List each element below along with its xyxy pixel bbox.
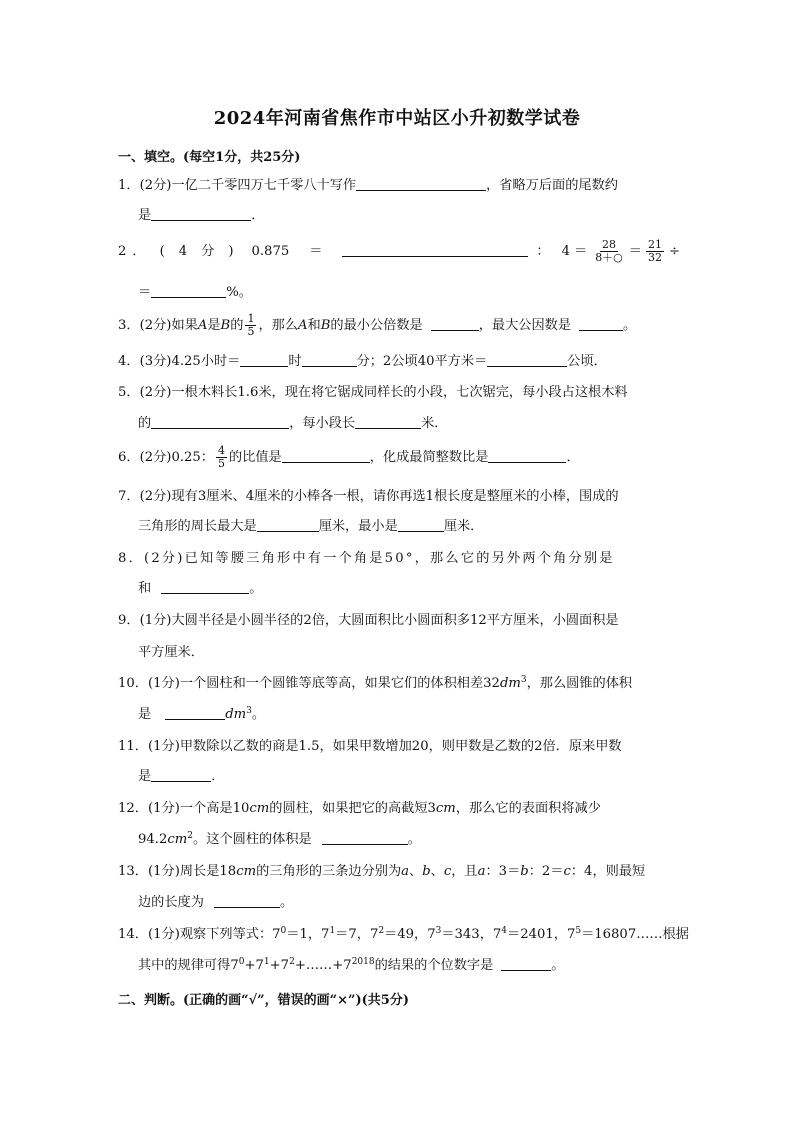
- answer-blank[interactable]: [240, 352, 288, 367]
- question-7-line-2: 三角形的周长最大是 厘米，最小是 厘米．: [138, 519, 484, 534]
- answer-blank[interactable]: [488, 448, 566, 463]
- fraction: $\frac{1}{5}$: [247, 312, 255, 338]
- question-1-line-2: 是 ．: [138, 208, 265, 223]
- answer-blank[interactable]: [398, 517, 444, 532]
- answer-blank[interactable]: [579, 316, 623, 331]
- fraction: $\frac{21}{32}$: [647, 238, 662, 264]
- fraction: $\frac{4}{5}$: [218, 444, 225, 470]
- answer-blank[interactable]: [151, 767, 211, 782]
- question-3: 3．(2分)如果A是B的 $\frac{1}{5}$ ，那么A和B的最小公倍数是 ，最大公因数是 。: [118, 312, 637, 338]
- question-8-line-2: 和 。: [138, 581, 263, 596]
- question-9-line-2: 平方厘米．: [138, 645, 204, 660]
- question-5-line-1: 5．(2分)一根木料长1.6米，现在将它锯成同样长的小段，七次锯完，每小段占这根木料: [118, 385, 628, 400]
- question-5-line-2: 的 ，每小段长 米．: [138, 416, 448, 431]
- question-2-line-2: ＝ %。: [138, 285, 252, 300]
- section-true-false-heading: 二、判断。(正确的画“√”，错误的画“×”)(共5分): [118, 993, 409, 1008]
- answer-blank[interactable]: [487, 352, 567, 367]
- question-13-line-2: 边的长度为 。: [138, 895, 294, 910]
- question-9-line-1: 9．(1分)大圆半径是小圆半径的2倍，大圆面积比小圆面积多12平方厘米，小圆面积是: [118, 613, 619, 628]
- answer-blank[interactable]: [151, 414, 289, 429]
- question-11-line-1: 11．(1分)甲数除以乙数的商是1.5，如果甲数增加20，则甲数是乙数的2倍．原来甲数: [118, 739, 622, 754]
- question-12-line-1: 12．(1分)一个高是10cm的圆柱，如果把它的高截短3cm，那么它的表面积将减少: [118, 801, 601, 816]
- question-10-line-1: 10．(1分)一个圆柱和一个圆锥等底等高，如果它们的体积相差$32dm^3$，那么圆锥的体积: [118, 675, 633, 691]
- question-6: 6．(2分)0.25： $\frac{4}{5}$ 的比值是 ，化成最简整数比是 ．: [118, 444, 580, 470]
- answer-blank[interactable]: [282, 448, 370, 463]
- fraction: $\frac{28}{8+○}$: [595, 238, 623, 264]
- question-10-line-2: 是 $dm^3$。: [138, 706, 266, 722]
- answer-blank[interactable]: [257, 517, 319, 532]
- answer-blank[interactable]: [214, 893, 280, 908]
- section-fill-in-heading: 一、填空。(每空1分，共25分): [118, 150, 301, 165]
- question-11-line-2: 是 ．: [138, 769, 225, 784]
- answer-blank[interactable]: [501, 956, 551, 971]
- answer-blank[interactable]: [161, 579, 249, 594]
- question-8-line-1: 8．(2分)已知等腰三角形中有一个角是50°，那么它的另外两个角分别是: [118, 551, 615, 566]
- answer-blank[interactable]: [431, 316, 479, 331]
- question-14-line-1: 14．(1分)观察下列等式：$7^0=1$，$7^1=7$，$7^2=49$，$7^3=343$，$7^4=2401$，$7^5=16807\dots\dots$根据: [118, 926, 689, 942]
- question-12-line-2: $94.2cm^2$。这个圆柱的体积是 。: [138, 831, 421, 847]
- answer-blank[interactable]: [355, 414, 421, 429]
- answer-blank[interactable]: [302, 352, 357, 367]
- answer-blank[interactable]: [322, 830, 408, 845]
- answer-blank[interactable]: [151, 283, 226, 298]
- question-4: 4．(3分)4.25小时＝ 时 分；2公顷40平方米＝ 公顷．: [118, 354, 607, 369]
- question-1-line-1: 1．(2分)一亿二千零四万七千零八十写作 ，省略万后面的尾数约: [118, 178, 618, 193]
- exam-title: 2024年河南省焦作市中站区小升初数学试卷: [213, 108, 581, 129]
- answer-blank[interactable]: [356, 176, 486, 191]
- question-14-line-2: 其中的规律可得$7^0+7^1+7^2+\dots\dots+7^{2018}$的结果的个位数字是 。: [138, 957, 565, 973]
- question-13-line-1: 13．(1分)周长是18cm的三角形的三条边分别为a、b、c，且a：3＝b：2＝c：4，则最短: [118, 864, 646, 879]
- answer-blank[interactable]: [342, 242, 528, 257]
- question-2-line-1: 2 ． ( 4 分 ) 0.875 ＝ ： 4 ＝ $\frac{28}{8+○}$ ＝ $\frac{21}{32}$ ÷: [118, 238, 681, 264]
- answer-blank[interactable]: [165, 705, 225, 720]
- question-7-line-1: 7．(2分)现有3厘米、4厘米的小棒各一根，请你再选1根长度是整厘米的小棒，围成的: [118, 489, 619, 504]
- answer-blank[interactable]: [151, 206, 251, 221]
